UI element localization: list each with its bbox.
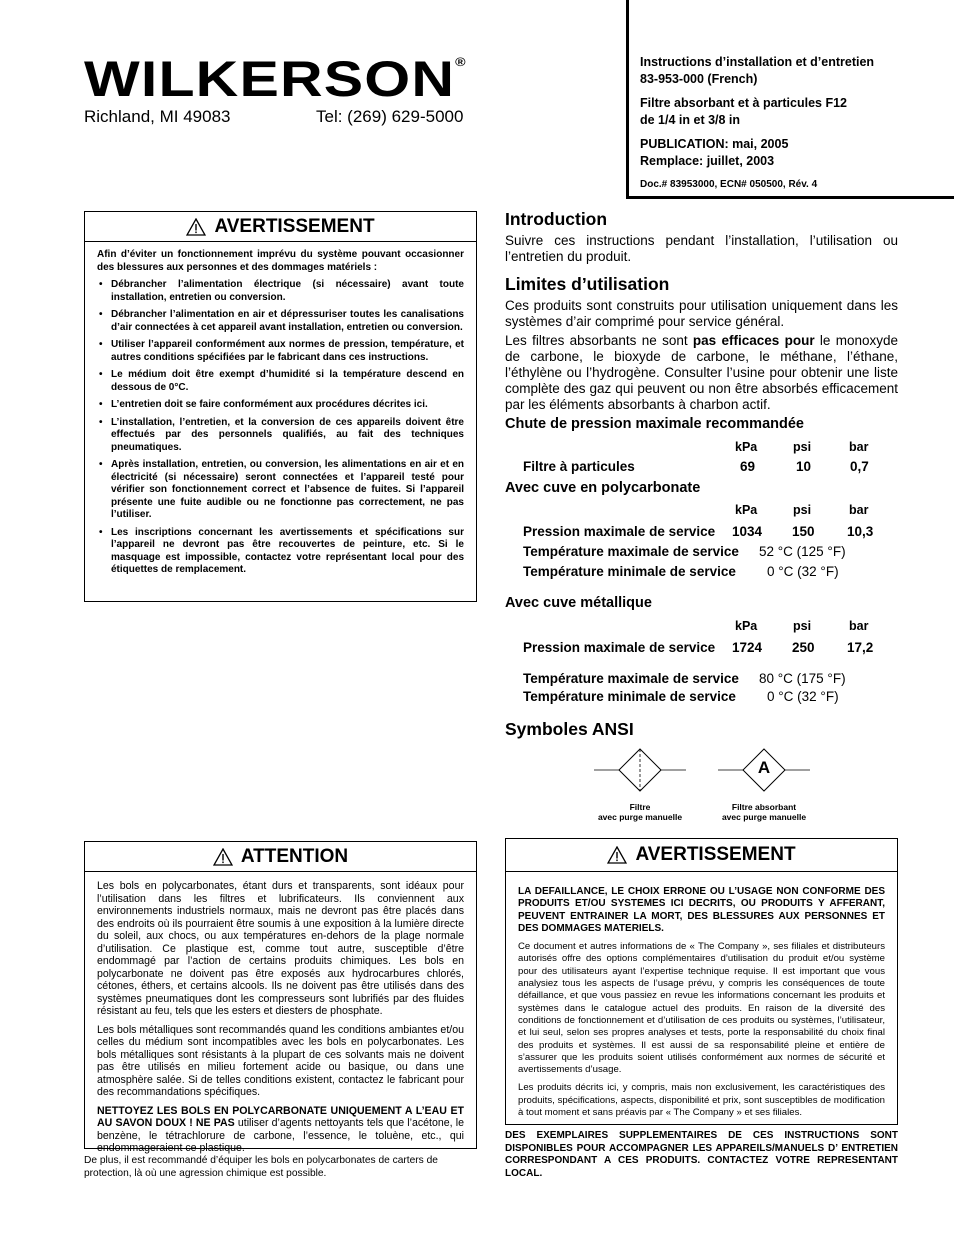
filter-symbol-label-2: avec purge manuelle — [597, 812, 683, 822]
unit-bar: bar — [849, 440, 869, 454]
unit-psi: psi — [793, 503, 812, 517]
warning-box-2-header — [506, 839, 897, 872]
warning2-paragraph-2: Ce document et autres informations de « The Company », ses filiales et distributeurs autorisés offre des options complémentaires d’utilisation du produit et/ou système pour des utilisateurs ayant l’expertise technique requise. Il est important que vous analysiez tous les aspects de l’usage prévu, y compris les conséquences de toute défaillance, et que vous passiez en revue les informations concernant les produits et systèmes dans le catalogue actuel des produits. En raison de la diversité des conditions de fonctionnement et d’utilisation de ces produits ou systèmes, l’utilisateur, et lui seul, selon ses propres analyses et tests, porte la responsabilité du choix final des produits et systèmes. Il est aussi de sa responsabilité pleine et entière de s’assurer que les produits soient utilisés conformément aux normes de sécurité et avertissements d’usage. — [518, 941, 885, 1076]
filter-symbol-label-1: Filtre — [629, 802, 651, 812]
poly-tmax-label: Température maximale de service — [523, 544, 739, 559]
warning-box-title: AVERTISSEMENT — [214, 215, 375, 237]
warning-item: • Utiliser l’appareil conformément aux normes de pression, température, et autres conditions spécifiées par le fabricant dans ces instructions. — [97, 339, 464, 364]
filter-symbol-icon — [590, 745, 690, 795]
metal-tmin-value: 0 °C (32 °F) — [767, 689, 839, 704]
warning-intro: Afin d’éviter un fonctionnement imprévu du système pouvant occasionner des blessures aux personnes et des dommages matériels : — [97, 249, 464, 273]
warning-box-2 — [505, 838, 898, 1125]
header-divider-vertical — [626, 0, 629, 198]
filter-symbol-label — [578, 802, 702, 822]
poly-pmax-kpa: 1034 — [732, 524, 763, 539]
absorbent-filter-symbol-label — [702, 802, 826, 822]
warning2-paragraph-3: Les produits décrits ici, y compris, mais non exclusivement, les caractéristiques des produits, spécifications, aspects, disponibilité et prix, sont susceptibles de modification à tout moment et sans préavis par « The Company » et ses filiales. — [518, 1082, 885, 1119]
attention-p3-bold: NETTOYEZ LES BOLS EN POLYCARBONATE UNIQUEMENT A L’EAU ET AU SAVON DOUX ! NE PAS — [97, 1104, 464, 1129]
limits-paragraph-1: Ces produits sont construits pour utilisation uniquement dans les systèmes d’air comprimé pour service général. — [505, 298, 898, 329]
attention-paragraph-1: Les bols en polycarbonates, étant durs et transparents, sont idéaux pour l’utilisation dans les filtres et lubrificateurs. Ils conviennent aux environnements industriels normaux, mais ne devront pas être placés dans des endroits où ils pourraient être soumis à une exposition à la lumière directe du soleil, aux chocs, ou aux températures en-dehors de la plage normale d’utilisation. Ce plastique est, comme tout autre, susceptible d’être endommagé par l’action de certains produits chimiques. Les bols en polycarbonate ne doivent pas être exposés aux hydrocarbures chlorés, cétones, éthers, et certains alcools. Ils ne doivent pas être utilisés dans des systèmes pneumatiques dont les compresseurs sont lubrifiés par des fluides résistant au feu, tels que les esters et diesters de phosphate. — [97, 880, 464, 1017]
poly-heading: Avec cuve en polycarbonate — [505, 480, 701, 496]
metal-tmin-label: Température minimale de service — [523, 689, 736, 704]
document-info — [640, 54, 940, 202]
poly-tmin-value: 0 °C (32 °F) — [767, 564, 839, 579]
intro-text: Suivre ces instructions pendant l’installation, l’utilisation ou l’entretien du produit. — [505, 233, 898, 264]
metal-pmax-psi: 250 — [792, 640, 815, 655]
unit-bar: bar — [849, 619, 869, 633]
warning-item: • Débrancher l’alimentation en air et dépressuriser toutes les canalisations d’air connectées à cet appareil avant installation, entretien ou conversion. — [97, 309, 464, 334]
attention-paragraph-2: Les bols métalliques sont recommandés quand les conditions ambiantes et/ou celles du médium sont incompatibles avec les bols en polycarbonates. Les bols métalliques sont résistants à la plupart de ces solvants mais ne doivent pas être utilisés en milieu fortement acide ou basique, ou dans une atmosphère salée. Si de telles conditions existent, contactez le fabricant pour des recommandations spécifiques. — [97, 1023, 464, 1098]
warning-box — [84, 211, 477, 602]
attention-paragraph-3 — [97, 1105, 464, 1155]
absorbent-symbol-letter: A — [757, 758, 771, 777]
footer-note-left: De plus, il est recommandé d’équiper les bols en polycarbonates de carters de protection, là où une agression chimique est possible. — [84, 1155, 438, 1179]
company-address: Richland, MI 49083 — [84, 107, 231, 126]
doc-replaces: Remplace: juillet, 2003 — [640, 153, 775, 168]
metal-pmax-kpa: 1724 — [732, 640, 763, 655]
warning-icon — [213, 848, 233, 866]
warning-item: • Le médium doit être exempt d’humidité si la température descend en dessous de 0°C. — [97, 369, 464, 394]
limits-p2-end: le monoxyde de carbone, le bioxyde de carbone, le méthane, l’éthane, l’éthylène ou l’hydrogène. Consulter l’usine pour obtenir une liste complète des gaz qui peuvent ou non être absorbés efficacement par les éléments absorbants à charbon actif. — [505, 333, 898, 412]
ansi-heading: Symboles ANSI — [505, 719, 634, 739]
pressure-drop-bar: 0,7 — [850, 459, 869, 474]
doc-title: Instructions d’installation et d’entretien — [640, 55, 875, 69]
warning-icon — [607, 846, 627, 864]
poly-tmax-value: 52 °C (125 °F) — [759, 544, 846, 559]
limits-heading: Limites d’utilisation — [505, 274, 670, 294]
limits-p2-start: Les filtres absorbants ne sont — [505, 333, 693, 348]
warning-item: • Après installation, entretien, ou conversion, les alimentations en air et en électricité (si nécessaire) seront connectées et l’appareil testé pour vérifier son fonctionnement correct et l’absence de fuites. Si l’appareil présente une fuite audible ou ne fonctionne pas correctement, ne pas l’utiliser. — [97, 459, 464, 522]
metal-heading: Avec cuve métallique — [505, 595, 652, 611]
poly-pmax-psi: 150 — [792, 524, 815, 539]
doc-revision: Doc.# 83953000, ECN# 050500, Rév. 4 — [640, 179, 818, 190]
poly-table — [505, 503, 898, 583]
unit-psi: psi — [793, 619, 812, 633]
pressure-drop-heading: Chute de pression maximale recommandée — [505, 416, 804, 432]
pressure-drop-kpa: 69 — [740, 459, 756, 474]
pressure-drop-psi: 10 — [796, 459, 812, 474]
doc-publication: PUBLICATION: mai, 2005 — [640, 137, 789, 151]
warning-item: • L’installation, l’entretien, et la conversion de ces appareils doivent être effectués par des personnels qualifiés, au fait des techniques pneumatiques. — [97, 417, 464, 455]
unit-kpa: kPa — [735, 440, 758, 454]
registered-mark: ® — [455, 55, 467, 69]
metal-tmax-value: 80 °C (175 °F) — [759, 671, 846, 686]
poly-pmax-label: Pression maximale de service — [523, 524, 716, 539]
warning-item: • L’entretien doit se faire conformément aux procédures décrites ici. — [97, 399, 464, 412]
absorbent-symbol-label-2: avec purge manuelle — [721, 812, 807, 822]
intro-heading: Introduction — [505, 209, 608, 229]
warning2-paragraph-1: LA DEFAILLANCE, LE CHOIX ERRONE OU L’USAGE NON CONFORME DES PRODUITS ET/OU SYSTEMES ICI DECRITS, OU PRODUITS Y AFFERANT, PEUVENT ENTRAINER LA MORT, DES BLESSURES AUX PERSONNES ET DES DOMMAGES MATERIELS. — [518, 886, 885, 934]
attention-box-title: ATTENTION — [240, 845, 349, 867]
brand-logo — [84, 51, 467, 107]
warning-box-header — [85, 212, 476, 242]
footer-note-right: DES EXEMPLAIRES SUPPLEMENTAIRES DE CES INSTRUCTIONS SONT DISPONIBLES POUR ACCOMPAGNER LES APPAREILS/MANUELS D’ ENTRETIEN CORRESPONDANT A CES PRODUITS. CONTACTEZ VOTRE REPRESENTANT LOCAL. — [505, 1130, 898, 1179]
pressure-drop-table — [505, 440, 898, 480]
unit-bar: bar — [849, 503, 869, 517]
unit-kpa: kPa — [735, 503, 758, 517]
limits-paragraph-2 — [505, 333, 898, 413]
attention-box-header — [85, 842, 476, 872]
metal-pmax-bar: 17,2 — [847, 640, 874, 655]
attention-box — [84, 841, 477, 1154]
doc-product: Filtre absorbant et à particules F12 — [640, 96, 848, 110]
poly-pmax-bar: 10,3 — [847, 524, 874, 539]
warning-icon — [186, 218, 206, 236]
brand-name: WILKERSON — [84, 51, 456, 107]
metal-table — [505, 619, 898, 709]
poly-tmin-label: Température minimale de service — [523, 564, 736, 579]
attention-p3-rest: utiliser d’agents nettoyants tels que l’acétone, le benzène, le tétrachlorure de carbone, l’essence, le toluène, etc., qui endommageraient ce plastique. — [97, 1117, 464, 1154]
warning-item: • Les inscriptions concernant les avertissements et spécifications sur l’appareil ne devront pas être recouvertes de peinture, etc. Si le masquage est impossible, contactez votre représentant local pour des étiquettes de remplacement. — [97, 527, 464, 577]
limits-p2-bold: pas efficaces pour — [692, 333, 815, 348]
pressure-drop-label: Filtre à particules — [523, 459, 635, 474]
absorbent-symbol-label-1: Filtre absorbant — [731, 802, 797, 812]
doc-product-size: de 1/4 in et 3/8 in — [640, 112, 741, 127]
unit-psi: psi — [793, 440, 812, 454]
unit-kpa: kPa — [735, 619, 758, 633]
doc-number: 83-953-000 (French) — [640, 71, 758, 86]
warning-list — [97, 279, 464, 577]
warning-box-2-title: AVERTISSEMENT — [635, 844, 796, 865]
metal-tmax-label: Température maximale de service — [523, 671, 739, 686]
metal-pmax-label: Pression maximale de service — [523, 640, 716, 655]
company-phone: Tel: (269) 629-5000 — [316, 107, 464, 126]
warning-item: • Débrancher l’alimentation électrique (si nécessaire) avant toute installation, entretien ou conversion. — [97, 279, 464, 304]
